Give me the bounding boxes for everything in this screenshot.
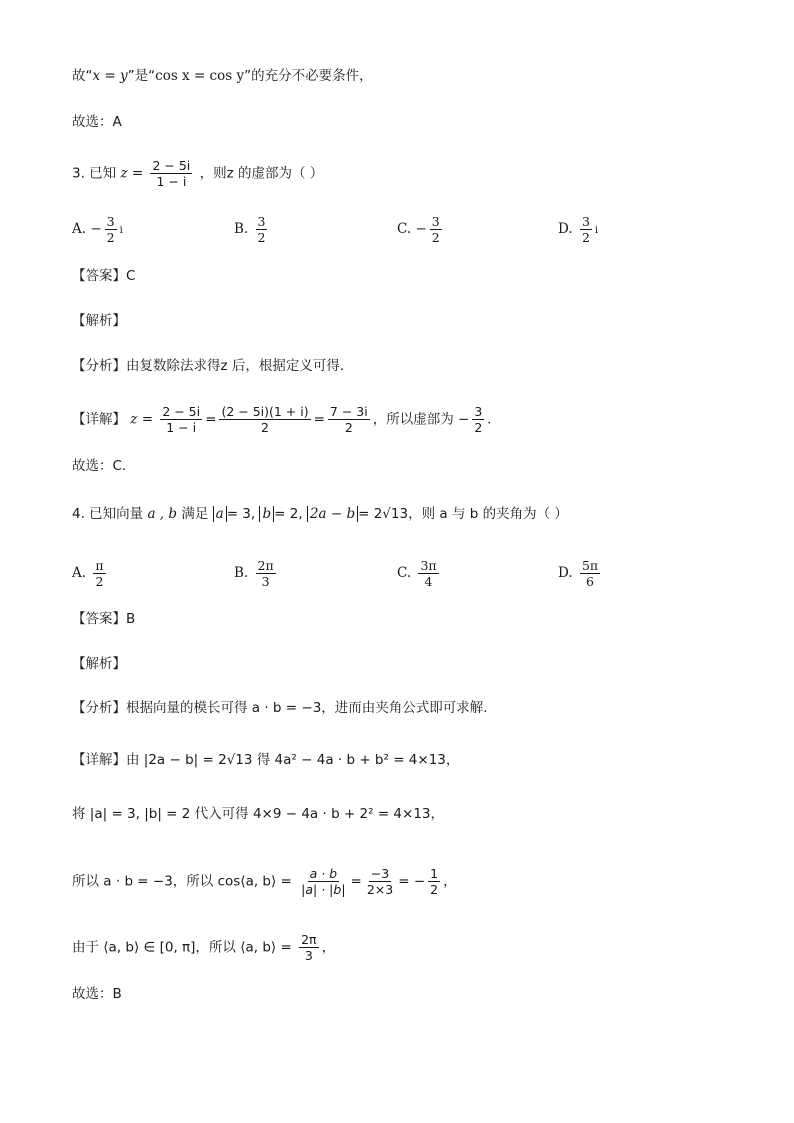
analysis-header-4: 【解析】 (72, 656, 126, 672)
q3-z: z = (120, 165, 144, 182)
answer-3: 【答案】C (72, 268, 136, 284)
detail-4-line-3: 所以 a · b = −3，所以 cos⟨a, b⟩ = $\frac{a \cdot b}{|a| \cdot |b|}$ = $\frac{-3}{2\times 3}$ = − $\frac{1}{2}$ ， (72, 866, 457, 897)
q3-prefix: 3. 已知 (72, 165, 117, 182)
text-fragment: 故“ (72, 68, 93, 84)
detail-4-line-1: 【详解】由 |2a − b| = 2√13 得 4a² − 4a · b + b² = 4×13， (72, 752, 460, 768)
text-fragment: ”的充分不必要条件， (244, 68, 373, 84)
analysis-header-3: 【解析】 (72, 313, 126, 329)
q3-option-d[interactable]: D. $\frac{3}{2}$ i (558, 214, 599, 245)
math-cos-eq: cos x = cos y (155, 68, 245, 84)
detail-4-line-2: 将 |a| = 3, |b| = 2 代入可得 4×9 − 4a · b + 2² = 4×13， (72, 806, 445, 822)
detail-4-line-4: 由于 ⟨a, b⟩ ∈ [0, π]，所以 ⟨a, b⟩ = $\frac{2\pi}{3}$ ， (72, 932, 336, 963)
q4-option-a[interactable]: A. $\frac{\pi}{2}$ (72, 558, 104, 589)
q4-option-c[interactable]: C. $\frac{3\pi}{4}$ (397, 558, 437, 589)
question-3 (72, 158, 323, 189)
q3-option-b[interactable]: B. $\frac{3}{2}$ (234, 214, 266, 245)
q3-option-c[interactable]: C. − $\frac{3}{2}$ (397, 214, 440, 245)
conclusion-line (72, 66, 373, 86)
answer-4: 【答案】B (72, 611, 136, 627)
q4-option-b[interactable]: B. $\frac{2\pi}{3}$ (234, 558, 274, 589)
q3-suffix: ，则z 的虚部为（ ） (199, 165, 324, 182)
text-fragment: ”是“ (127, 68, 156, 84)
math-x-eq-y: x = y (92, 68, 128, 84)
q3-option-a[interactable]: A. − $\frac{3}{2}$ i (72, 214, 123, 245)
analysis-3: 【分析】由复数除法求得z 后，根据定义可得． (72, 358, 354, 374)
answer-select-2: 故选：A (72, 114, 122, 130)
select-3: 故选：C． (72, 458, 136, 474)
q4-option-d[interactable]: D. $\frac{5\pi}{6}$ (558, 558, 599, 589)
select-4: 故选：B (72, 986, 122, 1002)
detail-3: 【详解】 z = $\frac{2 - 5i}{1 - i}$ = $\frac{(2 - 5i)(1 + i)}{2}$ = $\frac{7 - 3i}{2}$ ，所以虚部为 − $\frac{3}{2}$ ． (72, 404, 501, 435)
question-4: 4. 已知向量 a , b 满足 a = 3, b = 2, 2a − b = 2√13，则 a 与 b 的夹角为（ ） (72, 506, 568, 522)
analysis-4: 【分析】根据向量的模长可得 a · b = −3，进而由夹角公式即可求解． (72, 700, 497, 716)
q3-fraction: $\frac{2 - 5i}{1 - i}$ (152, 158, 191, 189)
